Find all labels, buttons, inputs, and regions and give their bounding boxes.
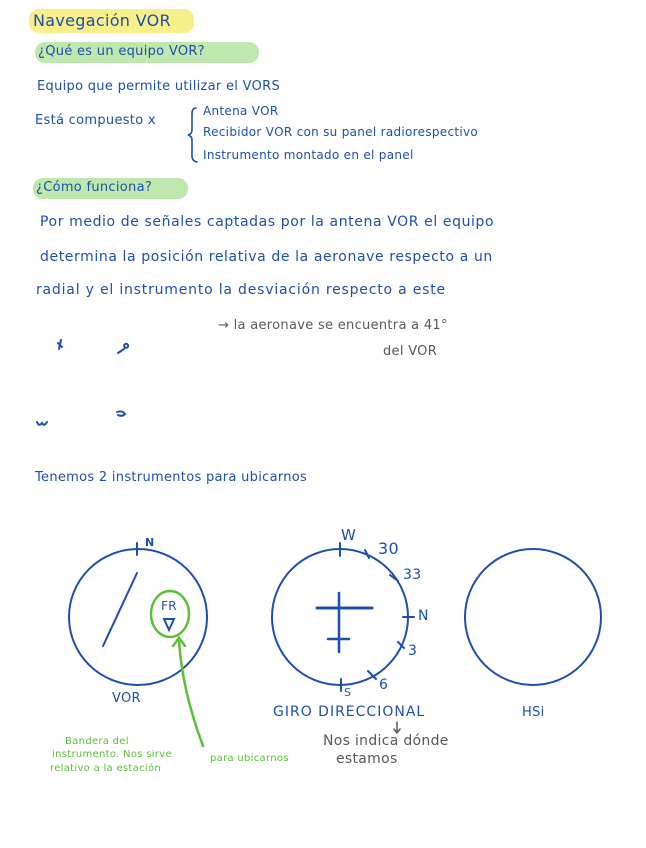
- flag-note: instrumento. Nos sirve: [52, 749, 172, 760]
- flag-note: Bandera del: [65, 736, 129, 747]
- component-item: Antena VOR: [203, 104, 279, 118]
- paragraph-line: radial y el instrumento la desviación respecto a este: [36, 282, 446, 298]
- position-note: → la aeronave se encuentra a 41°: [218, 318, 448, 333]
- brace: [188, 108, 197, 162]
- flag-note: relativo a la estación: [50, 763, 161, 774]
- giro-mark-3: 3: [408, 643, 418, 659]
- section1-heading: ¿Qué es un equipo VOR?: [38, 44, 205, 59]
- giro-mark-s: S: [344, 686, 352, 699]
- component-item: Recibidor VOR con su panel radiorespectivo: [203, 125, 479, 139]
- position-note: del VOR: [383, 344, 438, 359]
- composed-label: Está compuesto x: [35, 113, 156, 128]
- hsi-dial: [465, 549, 601, 685]
- definition: Equipo que permite utilizar el VORS: [37, 79, 281, 94]
- vor-north-label: N: [145, 536, 155, 549]
- giro-note: estamos: [336, 751, 398, 767]
- giro-note: Nos indica dónde: [323, 733, 449, 749]
- giro-mark-n: N: [418, 608, 429, 624]
- giro-mark-33: 33: [403, 567, 422, 583]
- vor-needle: [103, 573, 137, 646]
- flag-note: para ubicarnos: [210, 753, 289, 764]
- paragraph-line: Por medio de señales captadas por la antena VOR el equipo: [40, 214, 495, 230]
- giro-mark-w: W: [341, 526, 357, 544]
- scribble-mark: [117, 411, 125, 415]
- hsi-label: HSi: [522, 705, 545, 720]
- giro-mark-6: 6: [379, 677, 389, 693]
- component-item: Instrumento montado en el panel: [203, 148, 414, 162]
- scribble-mark: [58, 340, 62, 349]
- vor-flag-text: FR: [161, 599, 177, 613]
- scribble-mark: [118, 344, 128, 353]
- giro-mark-30: 30: [378, 539, 399, 558]
- page-title: Navegación VOR: [33, 11, 171, 30]
- section2-heading: ¿Cómo funciona?: [36, 180, 153, 195]
- scribble-mark: [37, 422, 47, 425]
- flag-triangle-icon: [164, 619, 174, 630]
- vor-dial: [69, 549, 207, 685]
- flag-arrow: [179, 640, 203, 746]
- vor-label: VOR: [112, 691, 141, 706]
- instruments-intro: Tenemos 2 instrumentos para ubicarnos: [35, 470, 308, 485]
- giro-label: GIRO DIRECCIONAL: [273, 704, 426, 720]
- paragraph-line: determina la posición relativa de la aeronave respecto a un: [40, 249, 493, 265]
